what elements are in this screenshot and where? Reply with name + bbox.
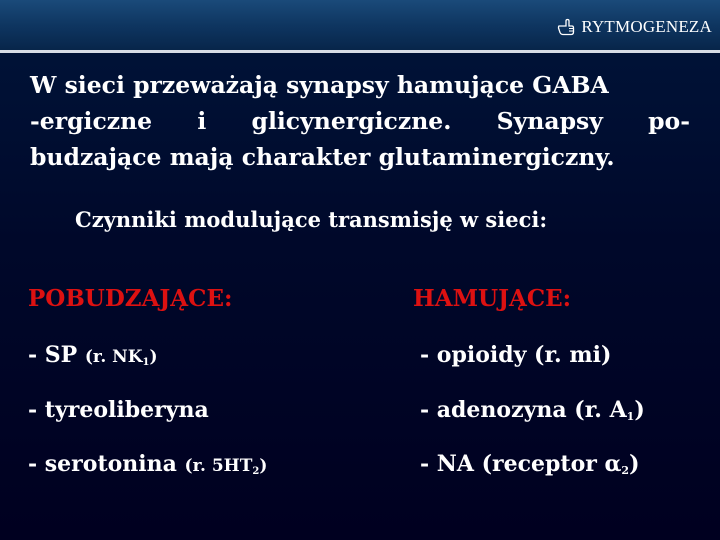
- excitatory-heading: POBUDZAJĄCE:: [28, 285, 233, 312]
- intro-paragraph: [30, 67, 690, 175]
- excitatory-item: - tyreoliberyna: [28, 397, 209, 423]
- inhibitory-item: - NA (receptor $\alpha_2$): [420, 451, 640, 477]
- pointing-hand-icon: [557, 18, 575, 36]
- section-subtitle: Czynniki modulujące transmisję w sieci:: [75, 207, 548, 232]
- header-title: RYTMOGENEZA: [581, 17, 712, 36]
- excitatory-item: - SP (r. $NK_1$): [28, 342, 158, 368]
- header: [557, 17, 712, 37]
- excitatory-item: - serotonina (r. $5HT_2$): [28, 451, 268, 477]
- inhibitory-heading: HAMUJĄCE:: [413, 285, 572, 312]
- intro-line: W sieci przeważają synapsy hamujące GABA: [30, 71, 609, 99]
- header-divider: [0, 50, 720, 53]
- intro-line: -ergiczne i glicynergiczne. Synapsy po-: [30, 107, 690, 135]
- intro-line: budzające mają charakter glutaminergiczny.: [30, 143, 615, 171]
- inhibitory-item: - adenozyna (r. $A_1$): [420, 397, 645, 423]
- inhibitory-item: - opioidy (r. mi): [420, 342, 612, 368]
